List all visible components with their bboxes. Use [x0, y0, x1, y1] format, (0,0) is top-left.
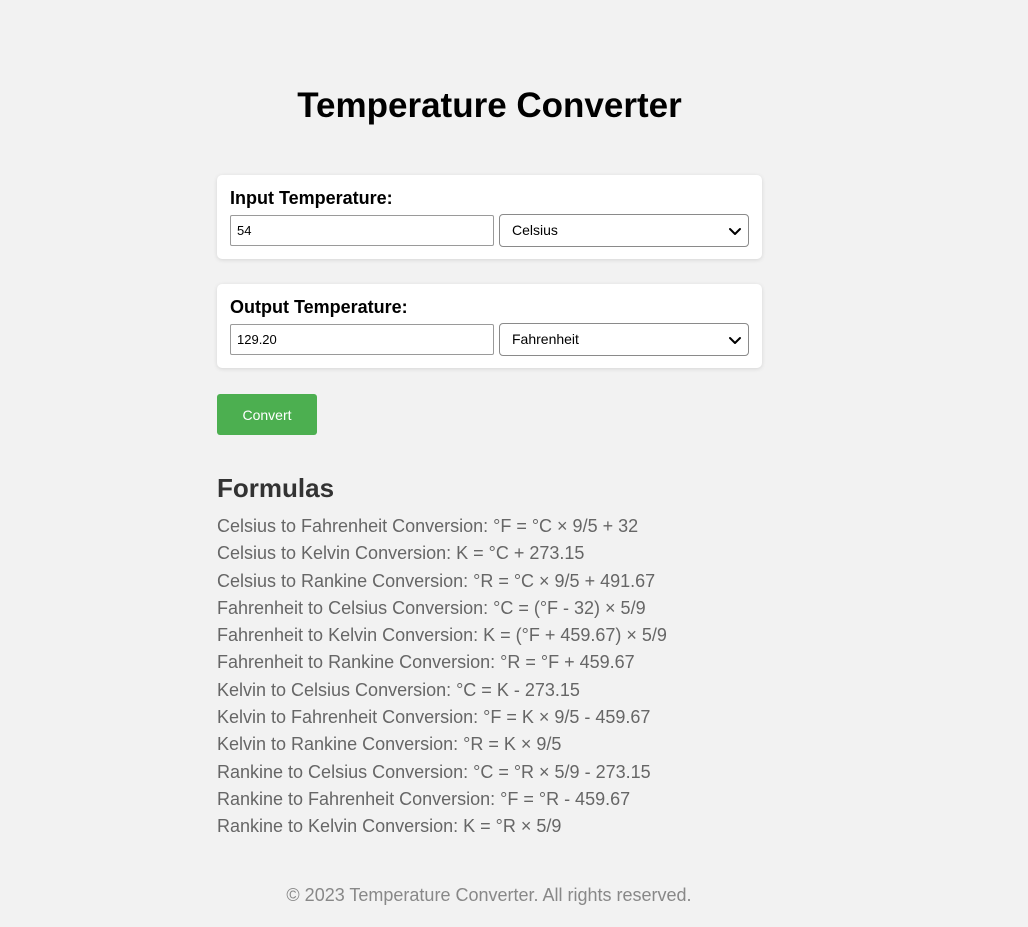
- input-temperature-card: [217, 175, 762, 259]
- formula-item: Rankine to Kelvin Conversion: K = °R × 5/9: [217, 816, 562, 837]
- formula-item: Celsius to Kelvin Conversion: K = °C + 273.15: [217, 543, 585, 564]
- formulas-heading: Formulas: [217, 473, 335, 503]
- output-temperature-label: Output Temperature:: [230, 297, 408, 317]
- output-temperature-field[interactable]: [230, 324, 494, 355]
- formula-list: [217, 513, 667, 841]
- formula-item: Kelvin to Celsius Conversion: °C = K - 273.15: [217, 679, 580, 700]
- formula-item: Celsius to Fahrenheit Conversion: °F = °C × 9/5 + 32: [217, 516, 639, 536]
- formula-item: Fahrenheit to Rankine Conversion: °R = °F + 459.67: [217, 652, 635, 673]
- output-temperature-card: [217, 284, 762, 368]
- input-unit-select[interactable]: [499, 214, 749, 247]
- formula-item: Fahrenheit to Celsius Conversion: °C = (°F - 32) × 5/9: [217, 597, 646, 618]
- formula-item: Kelvin to Rankine Conversion: °R = K × 9/5: [217, 734, 562, 755]
- output-unit-selected-value: Fahrenheit: [512, 331, 579, 347]
- page-title: Temperature Converter: [297, 86, 682, 125]
- formula-item: Celsius to Rankine Conversion: °R = °C × 9/5 + 491.67: [217, 570, 656, 591]
- formula-item: Fahrenheit to Kelvin Conversion: K = (°F + 459.67) × 5/9: [217, 625, 667, 646]
- input-temperature-field[interactable]: [230, 215, 494, 246]
- chevron-down-icon: [728, 333, 742, 347]
- formula-item: Rankine to Fahrenheit Conversion: °F = °R - 459.67: [217, 788, 631, 809]
- input-temperature-label: Input Temperature:: [230, 188, 393, 208]
- input-unit-selected-value: Celsius: [512, 222, 558, 238]
- footer-copyright: © 2023 Temperature Converter. All rights reserved.: [286, 885, 692, 905]
- convert-button[interactable]: Convert: [217, 394, 317, 435]
- chevron-down-icon: [728, 224, 742, 238]
- formula-item: Kelvin to Fahrenheit Conversion: °F = K × 9/5 - 459.67: [217, 707, 651, 728]
- formula-item: Rankine to Celsius Conversion: °C = °R × 5/9 - 273.15: [217, 761, 651, 782]
- output-unit-select[interactable]: [499, 323, 749, 356]
